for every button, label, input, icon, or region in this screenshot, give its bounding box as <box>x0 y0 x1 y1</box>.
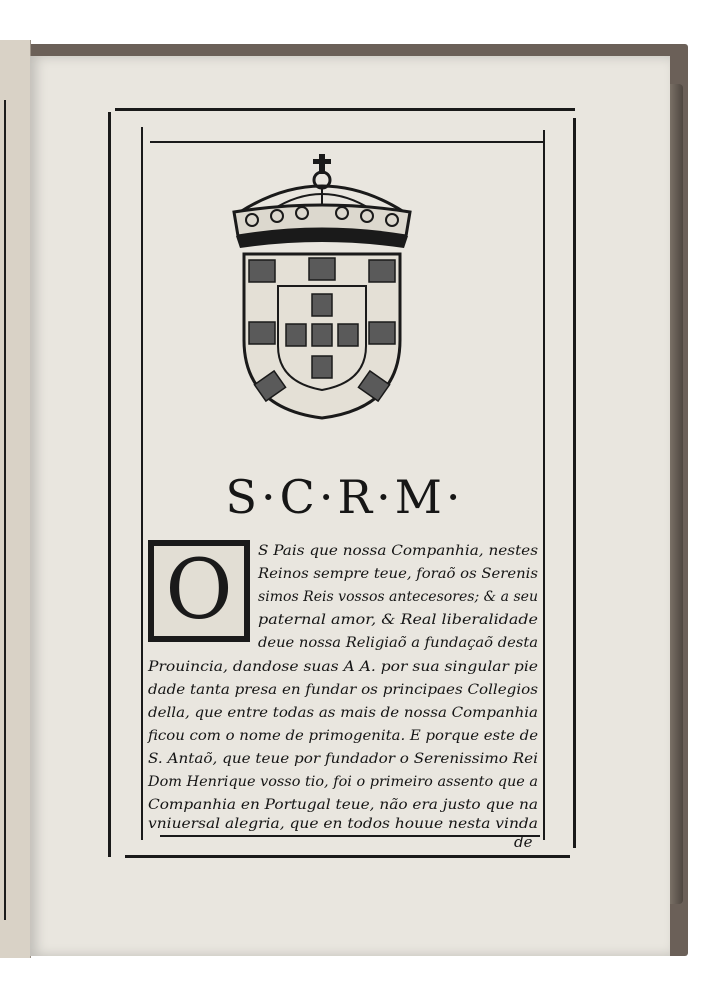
text-line-8: della, que entre todas as mais de nossa Companhia <box>148 705 538 721</box>
text-line-6: Prouincia, dandose suas A A. por sua singular pie <box>148 659 538 675</box>
initial-letter: O <box>165 543 233 638</box>
left-page-edge <box>0 40 31 958</box>
frame-outer-left <box>108 112 111 857</box>
text-line-10: S. Antaõ, que teue por fundador o Serenissimo Rei <box>148 751 538 767</box>
frame-inner-bottom <box>160 835 540 837</box>
frame-outer-top <box>115 108 575 111</box>
frame-inner-right <box>543 130 545 840</box>
text-line-4: paternal amor, & Real liberalidade <box>258 612 538 628</box>
text-line-13: vniuersal alegria, que en todos houue nesta vinda <box>148 816 538 832</box>
coat-of-arms-icon <box>222 150 422 425</box>
page-heading: S·C·R·M· <box>225 470 465 524</box>
text-line-2: Reinos sempre teue, foraõ os Serenis <box>258 566 538 582</box>
catchword: de <box>514 833 533 851</box>
frame-inner-top <box>150 141 545 143</box>
text-line-3: simos Reis vossos antecesores; & a seu <box>258 589 538 605</box>
text-line-11: Dom Henrique vosso tio, foi o primeiro assento que a <box>148 774 538 790</box>
text-line-5: deue nossa Religiaõ a fundaçaõ desta <box>258 635 538 651</box>
frame-outer-right <box>573 118 576 848</box>
frame-outer-bottom <box>125 855 570 858</box>
text-line-12: Companhia en Portugal teue, não era justo que na <box>148 797 538 813</box>
frame-inner-left <box>141 127 143 840</box>
text-line-7: dade tanta presa en fundar os principaes Collegios <box>148 682 538 698</box>
text-line-1: S Pais que nossa Companhia, nestes <box>258 543 538 559</box>
text-line-9: ficou com o nome de primogenita. E porque este de <box>148 728 538 744</box>
decorated-initial <box>148 540 250 642</box>
